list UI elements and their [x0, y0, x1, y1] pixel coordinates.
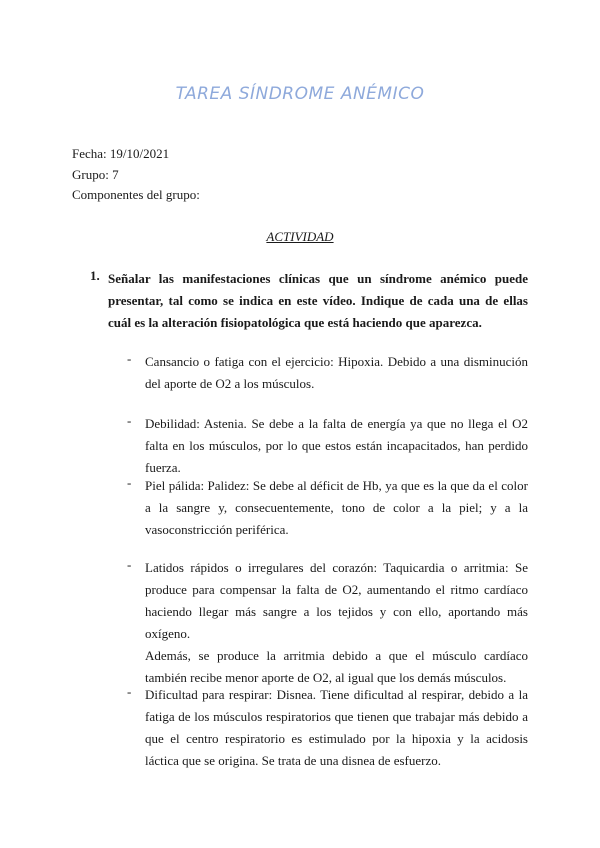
bullet-pale-skin	[145, 475, 528, 541]
bullet-text: Latidos rápidos o irregulares del corazón: Taquicardia o arritmia: Se produce para compensar la falta de O2, aumentando el ritmo cardíaco haciendo llegar más sangre a los tejidos y con ello, aportando más oxígeno.	[145, 560, 528, 641]
bullet-dash: -	[127, 557, 132, 572]
bullet-dyspnea	[145, 684, 528, 772]
bullet-dash: -	[127, 413, 132, 428]
bullet-text: Cansancio o fatiga con el ejercicio: Hipoxia. Debido a una disminución del aporte de O2 a los músculos.	[145, 354, 528, 391]
activity-heading: ACTIVIDAD	[266, 229, 334, 244]
bullet-text: Piel pálida: Palidez: Se debe al déficit de Hb, ya que es la que da el color a la sangre y, consecuentemente, tono de color a la piel; y a la vasoconstricción periférica.	[145, 478, 528, 537]
members-line: Componentes del grupo:	[72, 187, 200, 202]
question-text: Señalar las manifestaciones clínicas que un síndrome anémico puede presentar, tal como se indica en este vídeo. Indique de cada una de ellas cuál es la alteración fisiopatológica que está haciendo que aparezca.	[108, 271, 528, 330]
bullet-text: Debilidad: Astenia. Se debe a la falta de energía ya que no llega el O2 falta en los músculos, por lo que estos están incapacitados, han perdido fuerza.	[145, 416, 528, 475]
bullet-fatigue	[145, 351, 528, 395]
question-number: 1.	[90, 268, 100, 283]
date-line: Fecha: 19/10/2021	[72, 146, 170, 161]
bullet-weakness	[145, 413, 528, 479]
bullet-dash: -	[127, 351, 132, 366]
bullet-heartbeat	[145, 557, 528, 689]
group-line: Grupo: 7	[72, 167, 119, 182]
bullet-dash: -	[127, 475, 132, 490]
bullet-text-continued: Además, se produce la arritmia debido a que el músculo cardíaco también recibe menor aporte de O2, al igual que los demás músculos.	[145, 648, 528, 685]
bullet-text: Dificultad para respirar: Disnea. Tiene dificultad al respirar, debido a la fatiga de los músculos respiratorios que tienen que trabajar más debido a que el centro respiratorio es estimulado por la hipoxia y la acidosis láctica que se origina. Se trata de una disnea de esfuerzo.	[145, 687, 528, 768]
bullet-dash: -	[127, 684, 132, 699]
document-title: TAREA SÍNDROME ANÉMICO	[175, 84, 425, 104]
